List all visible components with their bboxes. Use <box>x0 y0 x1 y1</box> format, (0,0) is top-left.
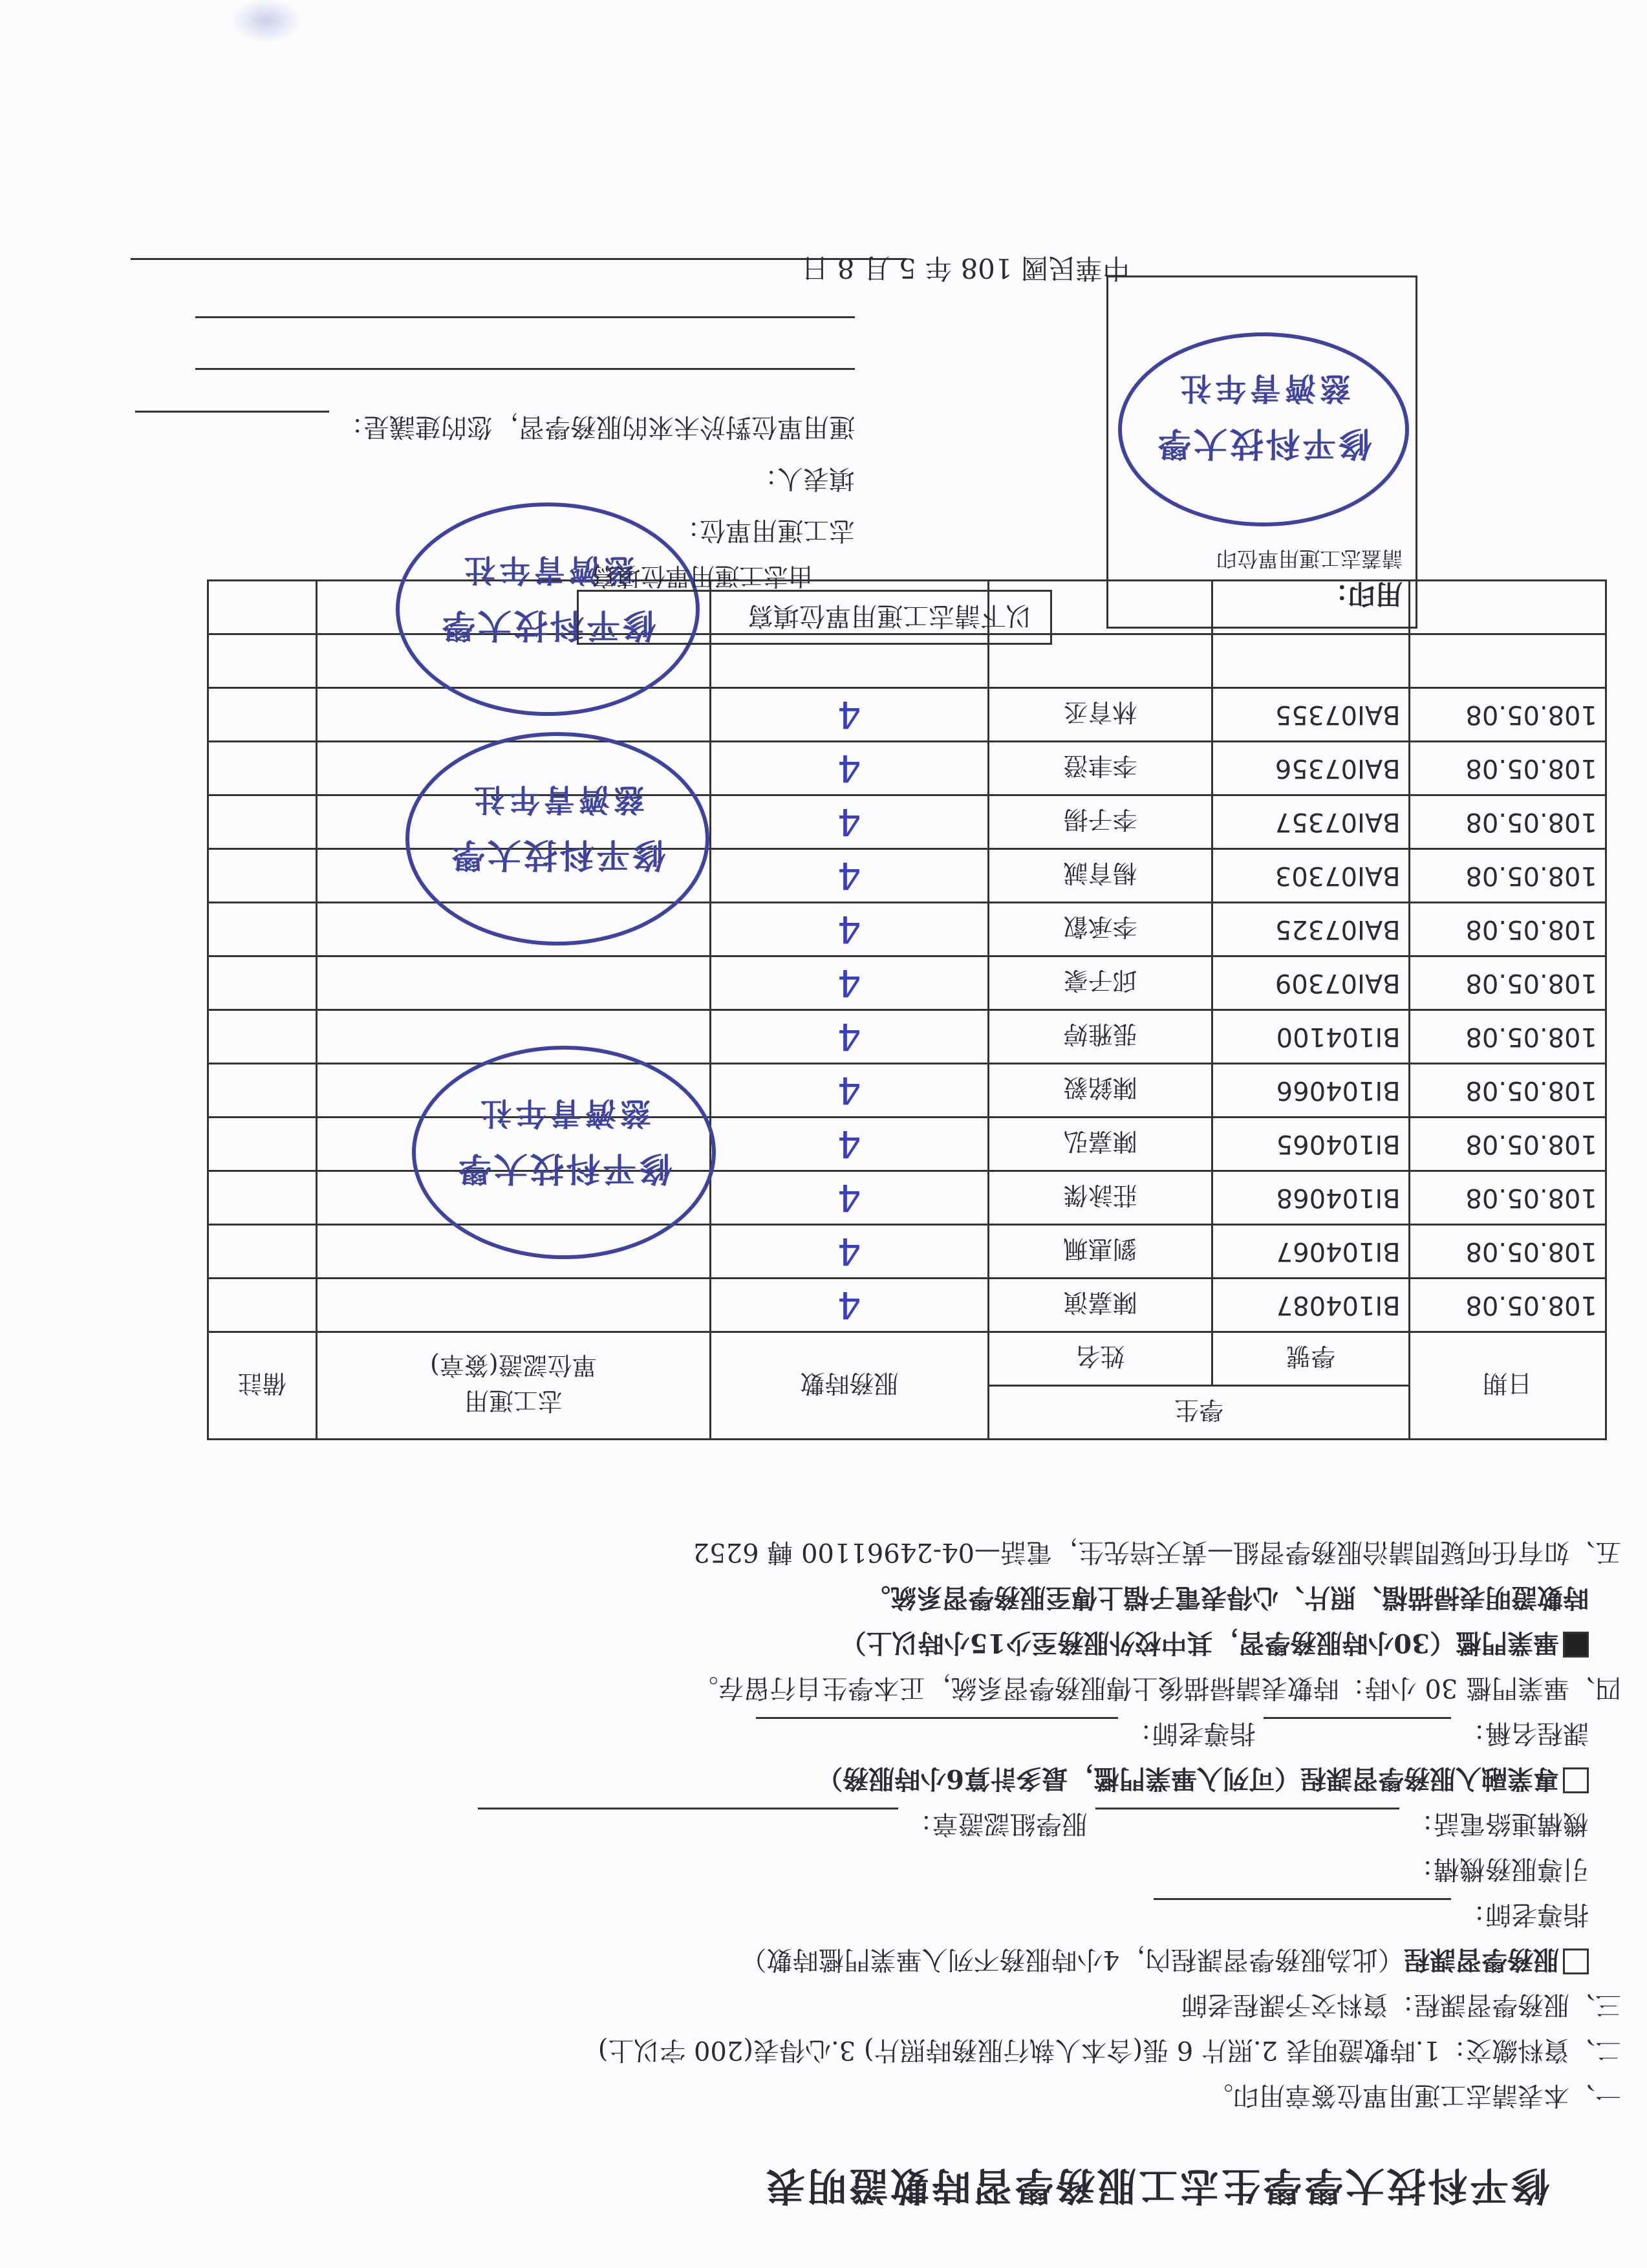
row-name: 劉惠珮 <box>988 1225 1212 1279</box>
row-student-id: BI104068 <box>1212 1171 1409 1225</box>
row-remarks <box>208 1010 317 1064</box>
row-date: 108.05.08 <box>1409 849 1606 903</box>
row-hours: 4 <box>710 1118 988 1171</box>
header-student: 學生 <box>988 1386 1409 1440</box>
service-hours-table <box>207 579 1607 1440</box>
row-date: 108.05.08 <box>1409 1171 1606 1225</box>
row-date: 108.05.08 <box>1409 742 1606 795</box>
instructor2-blank[interactable] <box>756 1717 1118 1745</box>
table-row <box>208 688 1606 742</box>
row-hours: 4 <box>710 688 988 742</box>
row-name: 陳嘉演 <box>988 1279 1212 1332</box>
unit-fill-by: 由志工運用單位填寫 <box>591 562 813 590</box>
section4-note: 時數證明表掃描檔、照片、心得表電子檔上傳至服務學習系統。 <box>865 1582 1589 1613</box>
row-hours: 4 <box>710 849 988 903</box>
header-unit-sign: 志工運用 單位認證(簽章) <box>316 1332 710 1440</box>
row-student-id: BI104067 <box>1212 1225 1409 1279</box>
instruction-2: 二、資料繳交：1.時數證明表 2.照片 6 張(含本人執行服務時照片) 3.心得表(200 字以上) <box>597 2035 1621 2065</box>
header-student-id: 學號 <box>1212 1332 1409 1386</box>
suggestion-line[interactable] <box>195 368 855 370</box>
row-student-id: BAI07355 <box>1212 688 1409 742</box>
row-name: 陳銘毅 <box>988 1064 1212 1118</box>
professional-course-option: 專業融入服務學習課程（可列入畢業門檻，最多計算6小時服務） <box>817 1762 1589 1799</box>
org-stamp: 修平科技大學 慈濟青年社 <box>412 1046 716 1259</box>
row-remarks <box>208 1171 317 1225</box>
row-hours: 4 <box>710 1010 988 1064</box>
unit-seal-box: 用印： 請蓋志工運用單位印 修平科技大學 慈濟青年社 <box>1106 275 1417 629</box>
row-student-id: BAI07325 <box>1212 903 1409 956</box>
row-student-id <box>1212 634 1409 688</box>
row-hours: 4 <box>710 1279 988 1332</box>
row-date <box>1409 581 1606 634</box>
row-date: 108.05.08 <box>1409 1010 1606 1064</box>
date-underline <box>131 258 907 260</box>
row-remarks <box>208 903 317 956</box>
row-name: 張雅婷 <box>988 1010 1212 1064</box>
instruction-1: 一、本表請志工運用單位簽章用印。 <box>1207 2080 1621 2110</box>
row-remarks <box>208 1064 317 1118</box>
row-date <box>1409 634 1606 688</box>
row-date: 108.05.08 <box>1409 1118 1606 1171</box>
table-row <box>208 956 1606 1010</box>
header-remarks: 備註 <box>208 1332 317 1440</box>
instruction-5: 五、如有任何疑問請洽服務學習組—黃天培先生，電話—04-24961100 轉 6252 <box>693 1537 1621 1567</box>
row-student-id: BI104087 <box>1212 1279 1409 1332</box>
row-date: 108.05.08 <box>1409 688 1606 742</box>
header-date: 日期 <box>1409 1332 1606 1440</box>
org-stamp: 修平科技大學 慈濟青年社 <box>405 732 709 945</box>
row-student-id: BI104100 <box>1212 1010 1409 1064</box>
row-student-id: BAI07357 <box>1212 795 1409 849</box>
instruction-4: 四、畢業門檻 30 小時：時數表請掃描後上傳服務學習系統，正本學生自行留存。 <box>692 1673 1621 1703</box>
row-name: 莊詠傑 <box>988 1171 1212 1225</box>
row-student-id: BI104066 <box>1212 1064 1409 1118</box>
service-learning-course-option: 服務學習課程（此為服務學習課程內，4小時服務不列入畢業門檻時數） <box>741 1943 1589 1980</box>
document-title: 修平科技大學學生志工服務學習時數證明表 <box>764 2163 1550 2208</box>
row-student-id: BAI07356 <box>1212 742 1409 795</box>
row-hours: 4 <box>710 1171 988 1225</box>
course-name-blank[interactable] <box>1264 1717 1451 1745</box>
row-date: 108.05.08 <box>1409 1225 1606 1279</box>
checkbox-service-course[interactable] <box>1563 1949 1589 1974</box>
row-hours: 4 <box>710 1225 988 1279</box>
row-name: 陳嘉弘 <box>988 1118 1212 1171</box>
row-remarks <box>208 956 317 1010</box>
instructor-blank[interactable] <box>1154 1898 1451 1926</box>
row-student-id: BI104065 <box>1212 1118 1409 1171</box>
checkbox-professional-course[interactable] <box>1563 1767 1589 1793</box>
unit-name-field: 志工運用單位： <box>674 515 855 545</box>
filler-field: 填表人： <box>751 464 855 493</box>
row-name: 邱子豪 <box>988 956 1212 1010</box>
instructor-field: 指導老師： <box>1154 1898 1589 1935</box>
course-name-field: 課程名稱： 指導老師： <box>756 1717 1589 1754</box>
graduation-threshold-option: 畢業門檻（30小時服務學習，其中校外服務至少15小時以上） <box>841 1626 1589 1663</box>
org-phone-field: 機構連絡電話： 服學組認證章： <box>478 1808 1589 1844</box>
row-student-id: BAI07309 <box>1212 956 1409 1010</box>
row-remarks <box>208 1225 317 1279</box>
row-hours: 4 <box>710 795 988 849</box>
row-date: 108.05.08 <box>1409 795 1606 849</box>
suggestion-line[interactable] <box>195 316 855 318</box>
row-remarks <box>208 634 317 688</box>
row-name: 林育丞 <box>988 688 1212 742</box>
row-remarks <box>208 1118 317 1171</box>
header-name: 姓名 <box>988 1332 1212 1386</box>
row-remarks <box>208 581 317 634</box>
checkbox-graduation-threshold[interactable] <box>1563 1632 1589 1658</box>
row-hours: 4 <box>710 956 988 1010</box>
organization-field: 引導服務機構： <box>1408 1854 1589 1884</box>
row-remarks <box>208 688 317 742</box>
row-hours: 4 <box>710 1064 988 1118</box>
table-row <box>208 903 1606 956</box>
table-row <box>208 1010 1606 1064</box>
row-date: 108.05.08 <box>1409 1279 1606 1332</box>
row-unit-sign <box>316 956 710 1010</box>
row-hours: 4 <box>710 903 988 956</box>
row-date: 108.05.08 <box>1409 903 1606 956</box>
org-stamp: 修平科技大學 慈濟青年社 <box>396 502 700 716</box>
row-date: 108.05.08 <box>1409 956 1606 1010</box>
row-hours: 4 <box>710 742 988 795</box>
row-unit-sign <box>316 1279 710 1332</box>
unit-fill-notice: 以下請志工運用單位填寫 <box>577 590 1052 645</box>
row-remarks <box>208 742 317 795</box>
header-hours: 服務時數 <box>710 1332 988 1440</box>
table-row <box>208 1225 1606 1279</box>
row-remarks <box>208 1279 317 1332</box>
row-remarks <box>208 795 317 849</box>
instruction-3: 三、服務學習課程：資料交予課程老師 <box>1181 1990 1621 2020</box>
table-row <box>208 1279 1606 1332</box>
ink-smudge <box>231 0 302 43</box>
row-name: 楊育誠 <box>988 849 1212 903</box>
suggestion-field: 運用單位對於未來的服務學習，您的建議是： <box>135 411 855 448</box>
row-name: 李子揚 <box>988 795 1212 849</box>
org-stamp: 修平科技大學 慈濟青年社 <box>1118 332 1409 526</box>
date-line: 中華民國 108 年 5 月 8 日 <box>801 252 1130 284</box>
row-name: 李承叡 <box>988 903 1212 956</box>
approval-blank[interactable] <box>478 1808 898 1835</box>
suggestion-blank[interactable] <box>135 411 329 438</box>
row-student-id: BAI07303 <box>1212 849 1409 903</box>
org-phone-blank[interactable] <box>1095 1808 1399 1835</box>
row-name: 李聿澄 <box>988 742 1212 795</box>
row-date: 108.05.08 <box>1409 1064 1606 1118</box>
row-remarks <box>208 849 317 903</box>
